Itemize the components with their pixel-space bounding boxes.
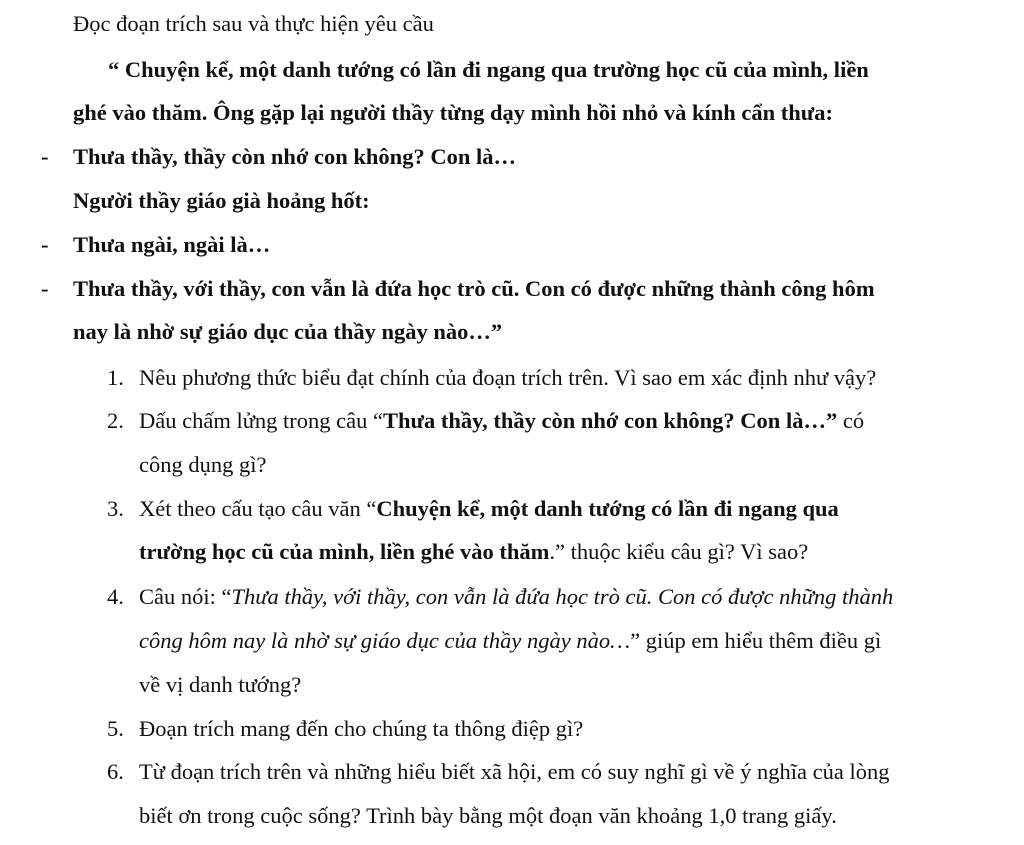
question-6-line-2: biết ơn trong cuộc sống? Trình bày bằng một đoạn văn khoảng 1,0 trang giấy. [139, 803, 837, 828]
question-number: 1. [107, 365, 124, 390]
dialogue-dash: - [41, 276, 49, 301]
passage-line-1: “ Chuyện kể, một danh tướng có lần đi ngang qua trường học cũ của mình, liền [108, 57, 869, 82]
dialogue-1: Thưa thầy, thầy còn nhớ con không? Con là… [73, 144, 516, 169]
narration: Người thầy giáo già hoảng hốt: [73, 188, 370, 213]
dialogue-dash: - [41, 232, 49, 257]
question-number: 6. [107, 759, 124, 784]
question-3-pre: Xét theo cấu tạo câu văn “ [139, 496, 377, 521]
dialogue-2: Thưa ngài, ngài là… [73, 232, 271, 257]
question-number: 4. [107, 584, 124, 609]
question-4-line-2 [139, 627, 881, 655]
question-3-quote-1: Chuyện kể, một danh tướng có lần đi ngang qua [376, 496, 839, 521]
question-4-pre: Câu nói: “ [139, 584, 232, 609]
question-3-quote-2: trường học cũ của mình, liền ghé vào thăm [139, 539, 550, 564]
question-number: 3. [107, 496, 124, 521]
question-3-post: .” thuộc kiểu câu gì? Vì sao? [549, 539, 809, 564]
question-1-text: Nêu phương thức biểu đạt chính của đoạn trích trên. Vì sao em xác định như vậy? [139, 365, 877, 390]
question-6-line-1: Từ đoạn trích trên và những hiểu biết xã hội, em có suy nghĩ gì về ý nghĩa của lòng [139, 759, 890, 784]
passage-line-2: ghé vào thăm. Ông gặp lại người thầy từng dạy mình hồi nhỏ và kính cẩn thưa: [73, 100, 834, 125]
question-2-line-2: công dụng gì? [139, 452, 267, 477]
dialogue-3-line-1: Thưa thầy, với thầy, con vẫn là đứa học trò cũ. Con có được những thành công hôm [73, 276, 875, 301]
question-3-line-2 [139, 538, 808, 566]
question-4-line-1 [139, 583, 893, 611]
dialogue-dash: - [41, 144, 49, 169]
question-number: 5. [107, 716, 124, 741]
instruction: Đọc đoạn trích sau và thực hiện yêu cầu [73, 11, 434, 36]
dialogue-3-line-2: nay là nhờ sự giáo dục của thầy ngày nào…” [73, 319, 503, 344]
question-4-post: ” giúp em hiểu thêm điều gì [630, 628, 882, 653]
question-2-quote: Thưa thầy, thầy còn nhớ con không? Con là…” [382, 408, 838, 433]
question-4-quote-2: công hôm nay là nhờ sự giáo dục của thầy ngày nào… [139, 628, 631, 653]
question-2-post: có [837, 408, 865, 433]
question-3-line-1 [139, 495, 839, 523]
question-4-line-3: về vị danh tướng? [139, 672, 302, 697]
question-2-line-1 [139, 407, 864, 435]
question-4-quote-1: Thưa thầy, với thầy, con vẫn là đứa học trò cũ. Con có được những thành [231, 584, 894, 609]
question-number: 2. [107, 408, 124, 433]
question-5-text: Đoạn trích mang đến cho chúng ta thông điệp gì? [139, 716, 584, 741]
question-2-pre: Dấu chấm lửng trong câu “ [139, 408, 383, 433]
